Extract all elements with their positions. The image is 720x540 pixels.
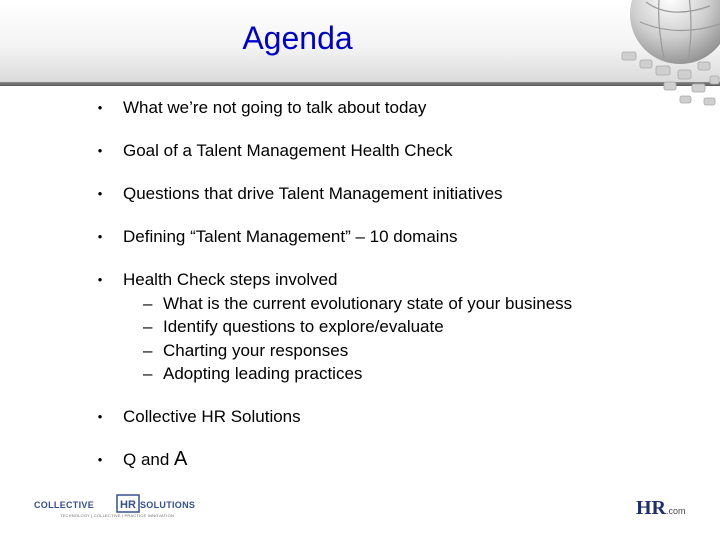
dash-icon: – [143, 364, 153, 383]
bullet-icon: • [97, 186, 103, 201]
sub-list-item [143, 315, 655, 339]
item-text-large: A [174, 448, 188, 470]
hr-mark-icon [116, 494, 140, 514]
bullet-icon: • [97, 272, 103, 287]
bullet-icon: • [97, 452, 103, 467]
list-item [95, 268, 655, 386]
bullet-icon: • [97, 229, 103, 244]
item-text: What we’re not going to talk about today [123, 98, 427, 117]
item-text: Goal of a Talent Management Health Check [123, 141, 453, 160]
hr-com-mark: HR [636, 497, 666, 519]
puzzle-globe-image [560, 0, 720, 110]
dash-icon: – [143, 340, 153, 360]
sub-list-item [143, 339, 655, 363]
sub-list-item [143, 362, 655, 386]
sub-item-text: Adopting leading practices [163, 364, 363, 383]
list-item [95, 448, 655, 472]
sub-list-item [143, 292, 655, 316]
list-item [95, 225, 655, 249]
bullet-icon: • [97, 143, 103, 158]
slide-title: Agenda [242, 20, 353, 56]
list-item [95, 182, 655, 206]
item-text: Defining “Talent Management” – 10 domains [123, 227, 458, 246]
collective-hr-solutions-logo [34, 494, 194, 524]
sub-list [123, 292, 655, 386]
bullet-icon: • [97, 100, 103, 115]
item-text: Q and [123, 450, 175, 469]
hr-mark-text: HR [120, 499, 136, 511]
dash-icon: – [143, 317, 153, 336]
item-text: Collective HR Solutions [123, 407, 301, 426]
logo-word-solutions: SOLUTIONS [140, 500, 196, 510]
logo-tagline: TECHNOLOGY | COLLECTIVE | PRACTICE INNOVATION [60, 513, 174, 518]
agenda-list [95, 96, 655, 472]
bullet-icon: • [97, 409, 103, 424]
dash-icon: – [143, 293, 153, 313]
hr-com-logo [636, 497, 696, 521]
list-item [95, 96, 655, 120]
sub-item-text: Charting your responses [163, 340, 349, 360]
sub-item-text: Identify questions to explore/evaluate [163, 317, 444, 336]
list-item [95, 139, 655, 163]
list-item [95, 405, 655, 429]
item-text: Health Check steps involved [123, 270, 338, 289]
item-text: Questions that drive Talent Management initiatives [123, 184, 503, 203]
logo-word-collective: COLLECTIVE [34, 500, 95, 510]
hr-com-suffix: .com [666, 506, 686, 516]
sub-item-text: What is the current evolutionary state of your business [163, 293, 573, 313]
